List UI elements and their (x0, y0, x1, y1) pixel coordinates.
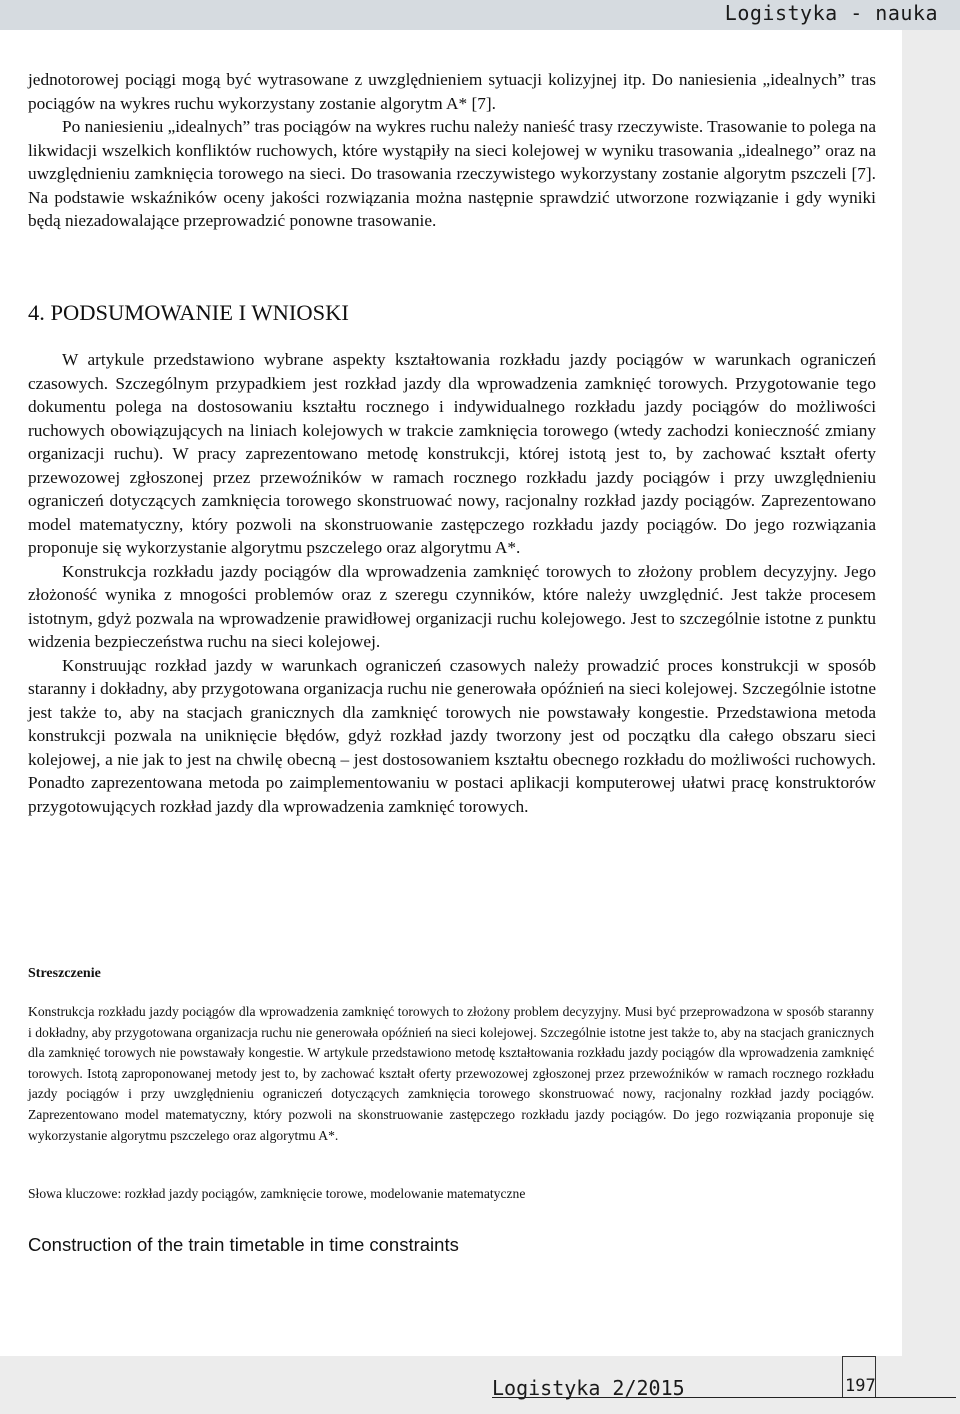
intro-text (28, 68, 876, 233)
english-title: Construction of the train timetable in time constraints (28, 1234, 459, 1255)
header-title: Logistyka - nauka (724, 1, 938, 25)
section-text (28, 348, 876, 818)
abstract-text: Konstrukcja rozkładu jazdy pociągów dla wprowadzenia zamknięć torowych to złożony problem decyzyjny. Musi być przeprowadzona w sposób staranny i dokładny, aby przygotowana organizacja ruchu nie generowała opóźnień na sieci kolejowej. Szczególnie istotne jest także to, aby na stacjach granicznych dla zamknięć torowych nie powstawały kongestie. W artykule przedstawiono metodę kształtowania rozkładu jazdy pociągów dla wprowadzenia zamknięć torowych. Istotą zaproponowanej metody jest to, by zachować kształt oferty przewozowej zgłoszonej przez przewoźników w ramach rocznego rozkładu jazdy pociągów i przy uwzględnieniu ograniczeń dotyczących zamknięcia torowego skonstruować nowy, racjonalny rozkład jazdy pociągów. Zaprezentowano model matematyczny, który pozwoli na skonstruowanie zastępczego rozkładu jazdy pociągów. Do jego rozwiązania proponuje się wykorzystanie algorytmu pszczelego oraz algorytmu A*. (28, 1004, 874, 1143)
intro-paragraph-1: jednotorowej pociągi mogą być wytrasowane z uwzględnieniem sytuacji kolizyjnej itp. Do naniesienia „idealnych” tras pociągów na wykres ruchu wykorzystany zostanie algorytm A* [7]. (28, 70, 876, 113)
abstract-heading: Streszczenie (28, 966, 101, 981)
section-paragraph-1: W artykule przedstawiono wybrane aspekty kształtowania rozkładu jazdy pociągów w warunkach ograniczeń czasowych. Szczególnym przypadkiem jest rozkład jazdy dla wprowadzenia zamknięć torowych. Przygotowanie tego dokumentu polega na dostosowaniu kształtu rocznego i indywidualnego rozkładu jazdy pociągów do możliwości ruchowych obowiązujących na liniach kolejowych w trakcie zamknięcia torowego (wtedy zachodzi konieczność zmiany organizacji ruchu). W pracy zaprezentowano metodę konstrukcji, której istotą jest to, by zachować kształt oferty przewozowej zgłoszonej przez przewoźników w ramach rocznego rozkładu jazdy pociągów i przy uwzględnieniu ograniczeń dotyczących zamknięcia torowego skonstruować nowy, racjonalny rozkład jazdy pociągów. Zaprezentowano model matematyczny, który pozwoli na skonstruowanie zastępczego rozkładu jazdy pociągów. Do jego rozwiązania proponuje się wykorzystanie algorytmu pszczelego oraz algorytmu A*. (28, 350, 876, 557)
header-bar (0, 0, 960, 30)
footer-rule (492, 1397, 956, 1398)
section-paragraph-3: Konstruując rozkład jazdy w warunkach ograniczeń czasowych należy prowadzić proces konstrukcji w sposób staranny i dokładny, aby przygotowana organizacja ruchu nie generowała opóźnień na sieci kolejowej. Szczególnie istotne jest także to, aby na stacjach granicznych dla zamknięć torowych nie powstawały kongestie. Przedstawiona metoda konstrukcji pozwala na uniknięcie błędów, gdyż rozkład jazdy tworzony jest od początku dla całego obszaru sieci kolejowej, a nie jak to jest na chwilę obecną – jest dostosowaniem kształtu obecnego rozkładu do możliwości ruchowych. Ponadto zaprezentowana metoda po zaimplementowaniu w postaci aplikacji komputerowej ułatwi pracę konstruktorów przygotowujących rozkład jazdy dla wprowadzenia zamknięć torowych. (28, 655, 876, 816)
intro-paragraph-2: Po naniesieniu „idealnych” tras pociągów na wykres ruchu należy nanieść trasy rzeczywiste. Trasowanie to polega na likwidacji wszelkich konfliktów ruchowych, które wystąpiły na sieci kolejowej w wyniku trasowania „idealnego” oraz na uwzględnieniu zamknięcia torowego na sieci. Do trasowania rzeczywistego wykorzystany zostanie algorytm pszczeli [7]. Na podstawie wskaźników oceny jakości rozwiązania można następnie sprawdzić utworzone rozwiązanie i gdy wyniki będą niezadowalające przeprowadzić ponowne trasowanie. (28, 117, 876, 230)
keywords: Słowa kluczowe: rozkład jazdy pociągów, zamknięcie torowe, modelowanie matematyczne (28, 1186, 526, 1201)
page (0, 30, 902, 1356)
footer-journal: Logistyka 2/2015 (492, 1376, 685, 1400)
page-number: 197 (845, 1376, 876, 1396)
section-heading: 4. PODSUMOWANIE I WNIOSKI (28, 300, 349, 325)
section-paragraph-2: Konstrukcja rozkładu jazdy pociągów dla wprowadzenia zamknięć torowych to złożony problem decyzyjny. Jego złożoność wynika z mnogości problemów oraz z szeregu czynników, które należy uwzględnić. Jest także procesem istotnym, gdyż pozwala na wprowadzenie prawidłowej organizacji ruchu kolejowego. Jest to szczególnie istotne z punktu widzenia bezpieczeństwa ruchu na sieci kolejowej. (28, 561, 876, 651)
footer (0, 1356, 960, 1414)
